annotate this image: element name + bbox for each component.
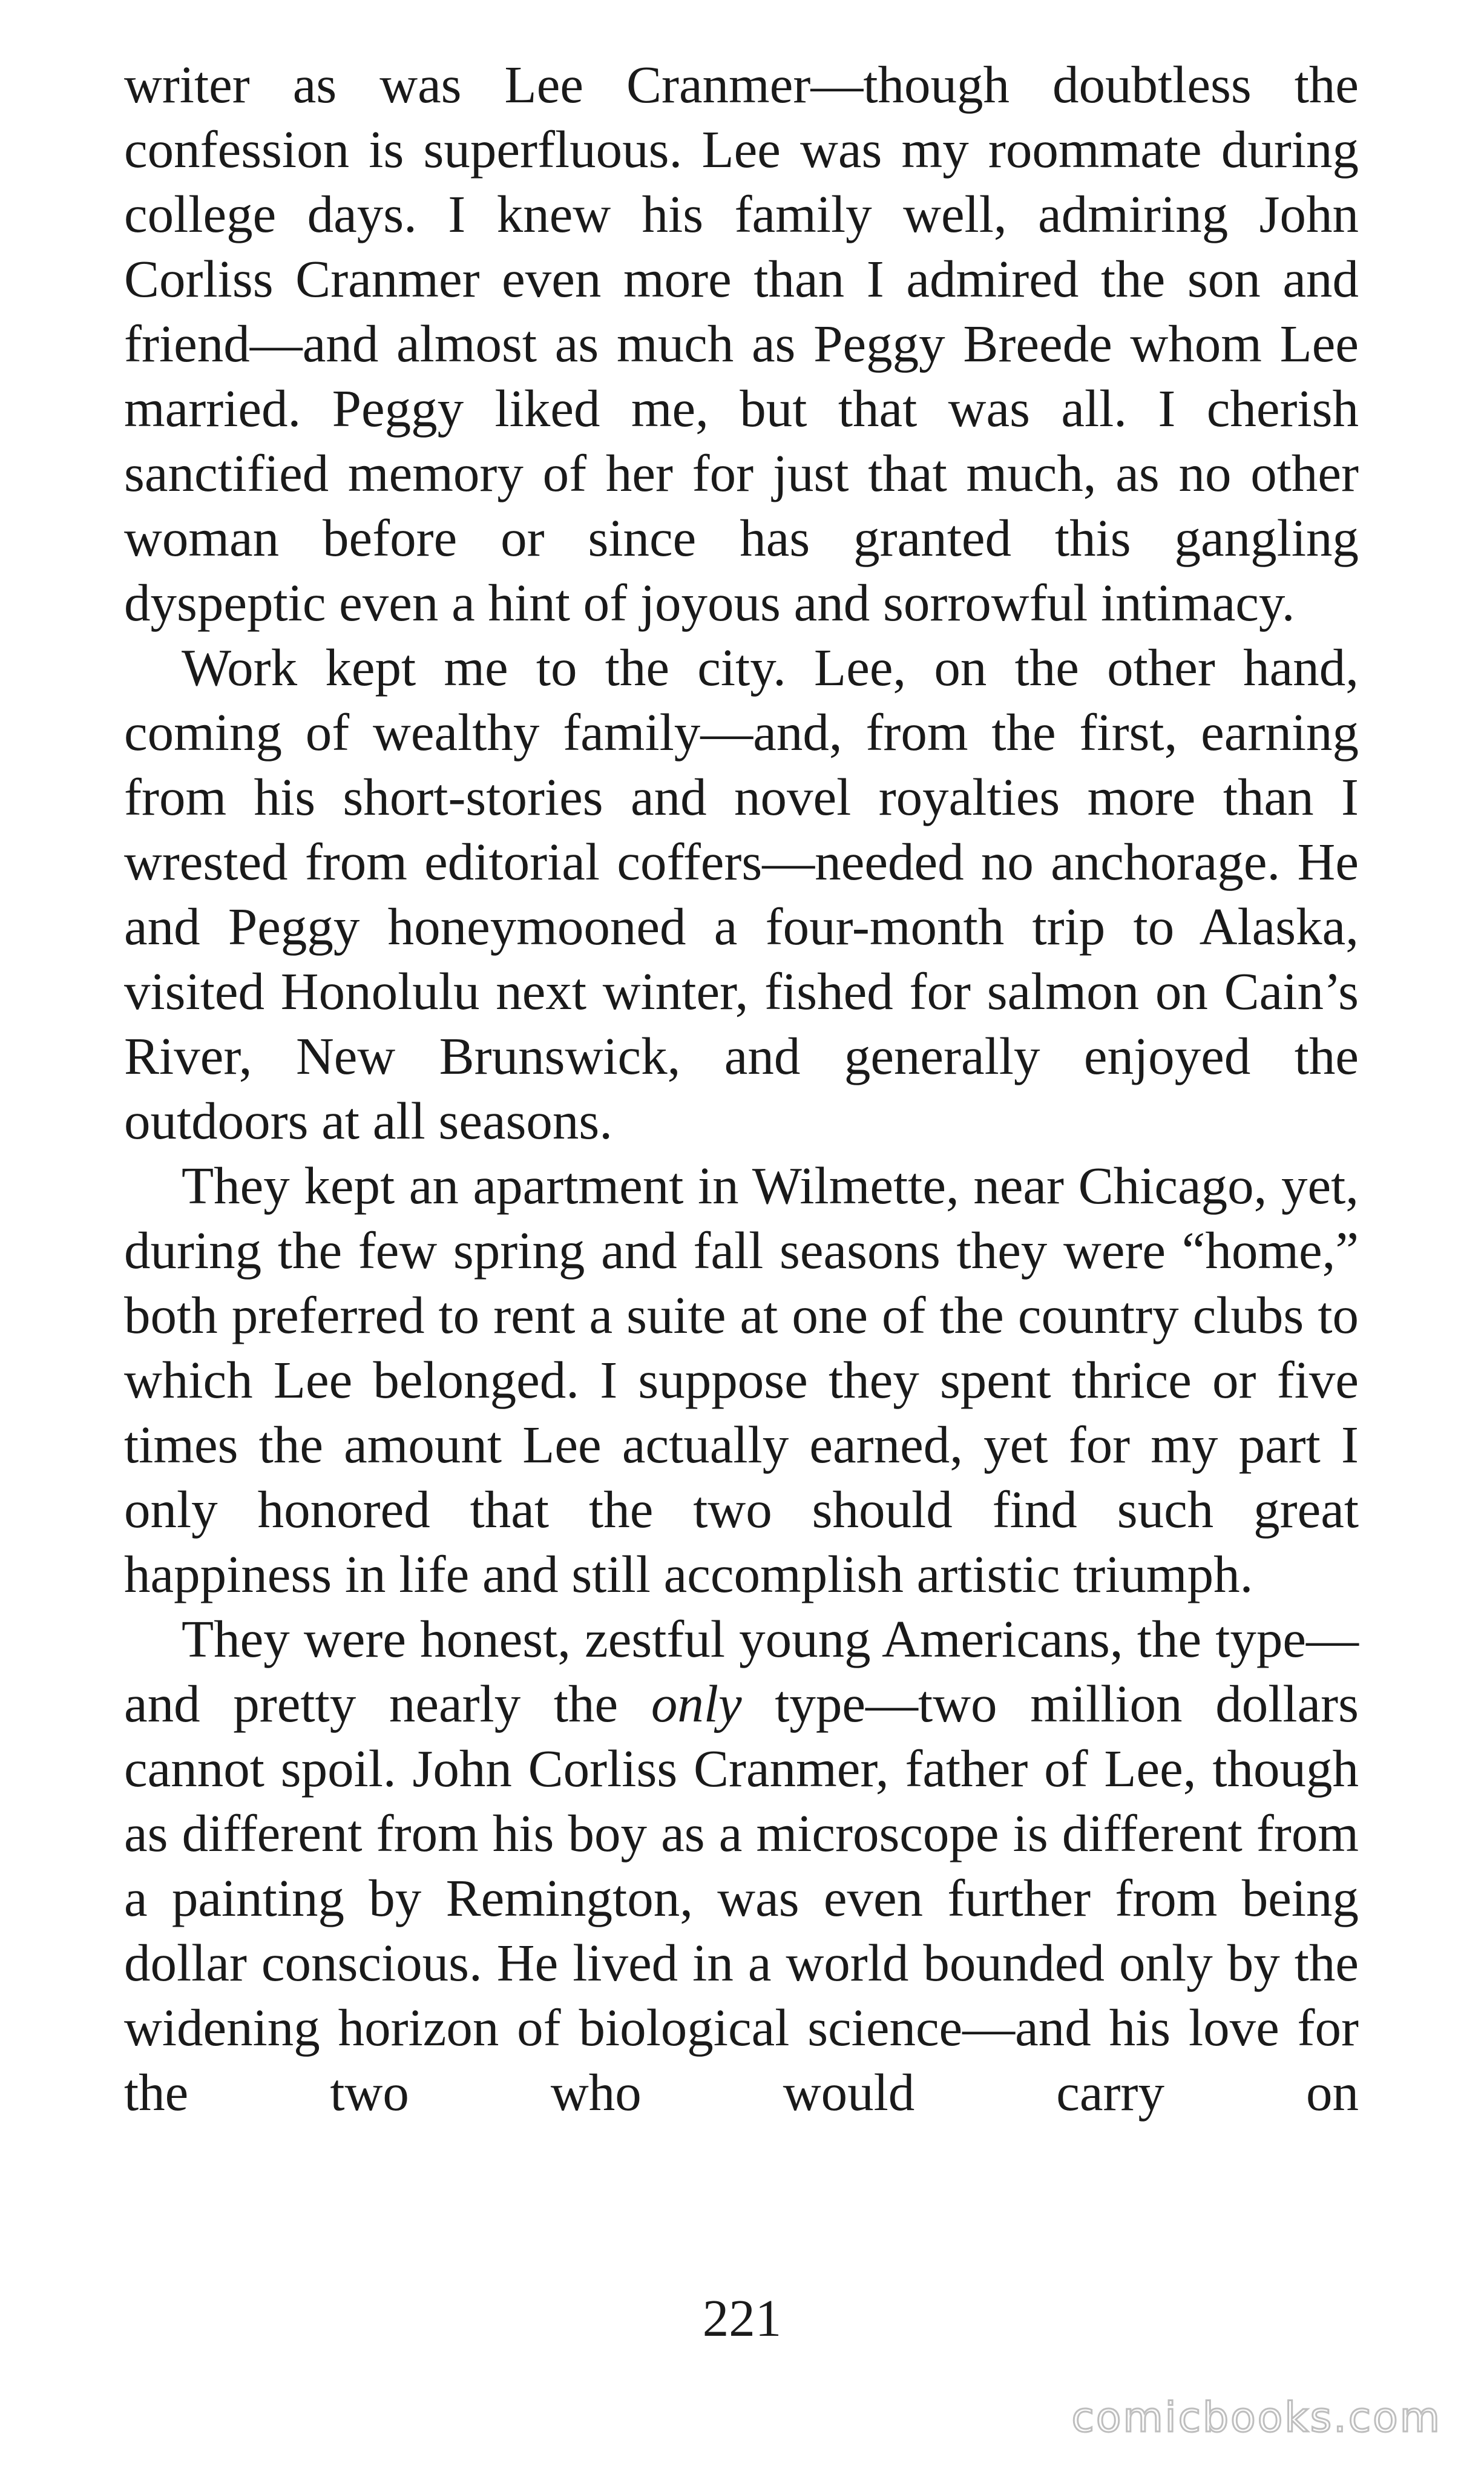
paragraph-3: They kept an apartment in Wilmette, near Chicago, yet, during the few spring and fall seasons they were “home,” both preferred to rent a suite at one of the country clubs to which Lee belonged. I suppose they spent thrice or five times the amount Lee actually earned, yet for my part I only honored that the two should find such great happiness in life and still accomplish artistic triumph. — [124, 1156, 1359, 1603]
watermark: comicbooks.com — [1071, 2394, 1442, 2442]
body-text — [124, 52, 1359, 2125]
page-number: 221 — [702, 2289, 782, 2347]
paragraph-4-text-end: type—two million dollars cannot spoil. John Corliss Cranmer, father of Lee, though as different from his boy as a microscope is different from a painting by Remington, was even further from being dollar conscious. He lived in a world bounded only by the widening horizon of biological science—and his love for the two who would carry on — [124, 1674, 1359, 2122]
emphasis-only: only — [651, 1674, 742, 1733]
paragraph-1: writer as was Lee Cranmer—though doubtless the confession is superfluous. Lee was my roommate during college days. I knew his family well, admiring John Corliss Cranmer even more than I admired the son and friend—and almost as much as Peggy Breede whom Lee married. Peggy liked me, but that was all. I cherish sanctified memory of her for just that much, as no other woman before or since has granted this gangling dyspeptic even a hint of joyous and sorrowful intimacy. — [124, 55, 1359, 632]
paragraph-4-text-start: They were honest, zestful young Americans, the type—and pretty nearly the — [124, 1609, 1359, 1733]
paragraph-4 — [124, 1606, 1359, 2125]
paragraph-2: Work kept me to the city. Lee, on the other hand, coming of wealthy family—and, from the first, earning from his short-stories and novel royalties more than I wrested from editorial coffers—needed no anchorage. He and Peggy honeymooned a four-month trip to Alaska, visited Honolulu next winter, fished for salmon on Cain’s River, New Brunswick, and generally enjoyed the outdoors at all seasons. — [124, 638, 1359, 1150]
